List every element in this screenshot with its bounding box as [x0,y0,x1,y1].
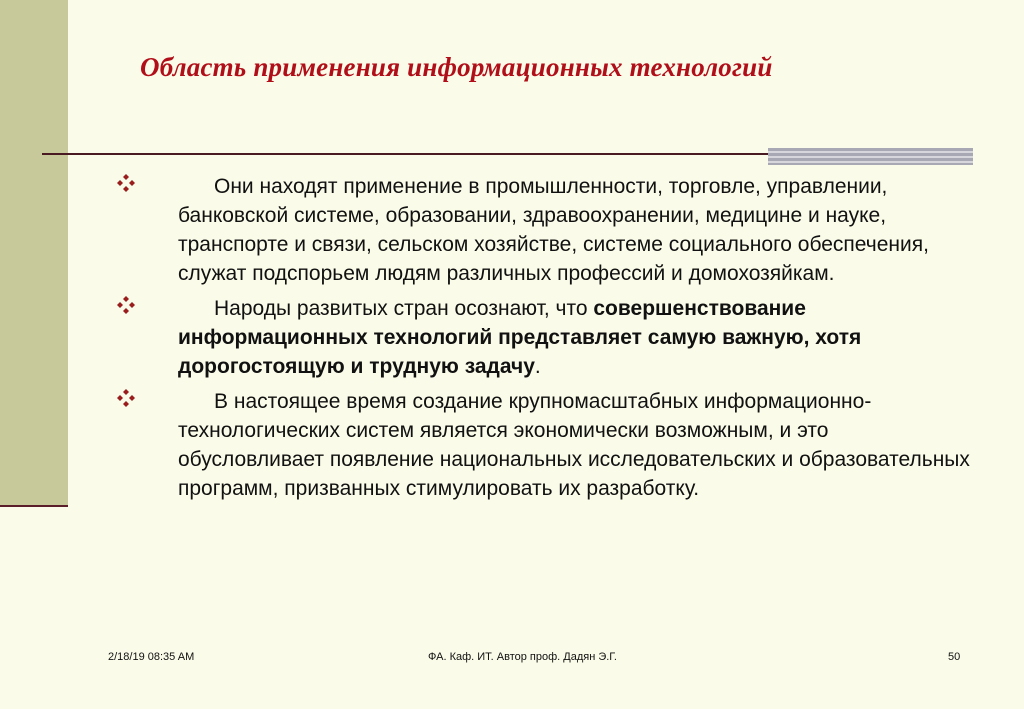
four-diamond-bullet-icon [116,388,136,408]
bullet-list [112,172,972,509]
bullet-item-3 [112,387,972,503]
bullet-bold-text: совершенствование информационных технологий представляет самую важную, хотя дорогостоящую и трудную задачу [178,297,862,378]
bullet-item-1 [112,172,972,288]
four-diamond-bullet-icon [116,173,136,193]
footer-date: 2/18/19 08:35 AM [108,651,195,663]
bullet-text-end: . [534,355,541,378]
left-band-underline [0,505,68,507]
bullet-text: Они находят применение в промышленности, торговле, управлении, банковской системе, образовании, здравоохранении, медицине и науке, транспорте и связи, сельском хозяйстве, системе социального обеспечения, служат подспорьем людям различных профессий и домохозяйкам. [178,175,929,285]
left-decorative-band [0,0,68,505]
bullet-item-2 [112,294,972,381]
bullet-text: Народы развитых стран осознают, что [214,297,594,320]
four-diamond-bullet-icon [116,295,136,315]
page-number: 50 [948,651,961,663]
slide-title: Область применения информационных технологий [140,52,773,82]
title-divider-accent [768,148,973,165]
bullet-text: В настоящее время создание крупномасштабных информационно-технологических систем является экономически возможным, и это обусловливает появление национальных исследовательских и образовательных программ, призванных стимулировать их разработку. [178,390,970,500]
footer-author: ФА. Каф. ИТ. Автор проф. Дадян Э.Г. [428,651,617,663]
